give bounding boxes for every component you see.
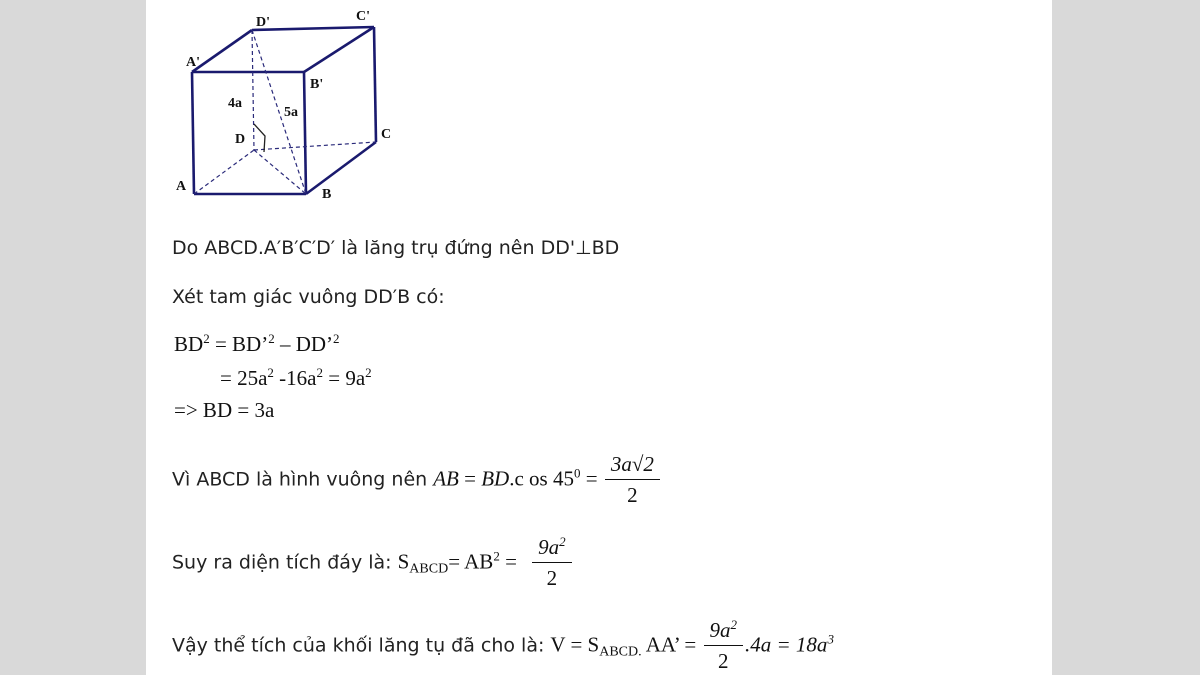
equation-line-3: => BD = 3a — [174, 398, 275, 422]
statement-volume: Vậy thể tích của khối lăng tụ đã cho là: $V = S_{ABCD.}$ AA’ = $\frac{9a^2}{2}$ $.4a = 18a^3$ — [172, 617, 834, 673]
edge-ad — [194, 150, 254, 194]
label-diag: 5a — [284, 105, 298, 120]
edge-right-front — [304, 72, 306, 194]
label-B: B — [322, 187, 332, 202]
label-A1: A' — [186, 55, 200, 70]
edge-bottom-right — [306, 142, 376, 194]
label-B1: B' — [310, 77, 324, 92]
fraction-volume: $\frac{9a^2}{2}$ — [704, 618, 744, 674]
edge-left-front — [192, 72, 194, 194]
fraction-ab: $\frac{3a√2}{2}$ — [605, 452, 660, 508]
statement-triangle: Xét tam giác vuông DD′B có: — [172, 286, 445, 308]
edge-top-left — [192, 30, 252, 72]
equation-line-2: = $25a^2$ $-16a^2 = 9a^2$ — [220, 365, 372, 390]
prism-diagram — [170, 0, 410, 210]
label-A: A — [176, 179, 187, 194]
document-page — [146, 0, 1052, 675]
label-D: D — [235, 132, 246, 147]
equation-line-1: $BD^2$ = BD’$^2$ – DD’$^2$ — [174, 331, 340, 356]
edge-right-back — [374, 27, 376, 142]
edge-top-back — [252, 27, 374, 30]
label-h: 4a — [228, 96, 242, 111]
right-angle-mark — [254, 124, 265, 152]
edge-dd1 — [252, 30, 254, 150]
edge-top-right — [304, 27, 374, 72]
statement-square: Vì ABCD là hình vuông nên AB = BD.c os $45^0$ = $\frac{3a√2}{2}$ — [172, 452, 662, 508]
label-C: C — [381, 127, 392, 142]
statement-area: Suy ra diện tích đáy là: $S_{ABCD}= AB^2$ = $\frac{9a^2}{2}$ — [172, 535, 574, 591]
label-D1: D' — [256, 15, 270, 30]
edge-dc — [254, 142, 376, 150]
fraction-area: $\frac{9a^2}{2}$ — [532, 535, 572, 591]
statement-prism: Do ABCD.A′B′C′D′ là lăng trụ đứng nên DD'⊥BD — [172, 237, 620, 259]
label-C1: C' — [356, 9, 370, 24]
prism-figure — [170, 0, 410, 210]
